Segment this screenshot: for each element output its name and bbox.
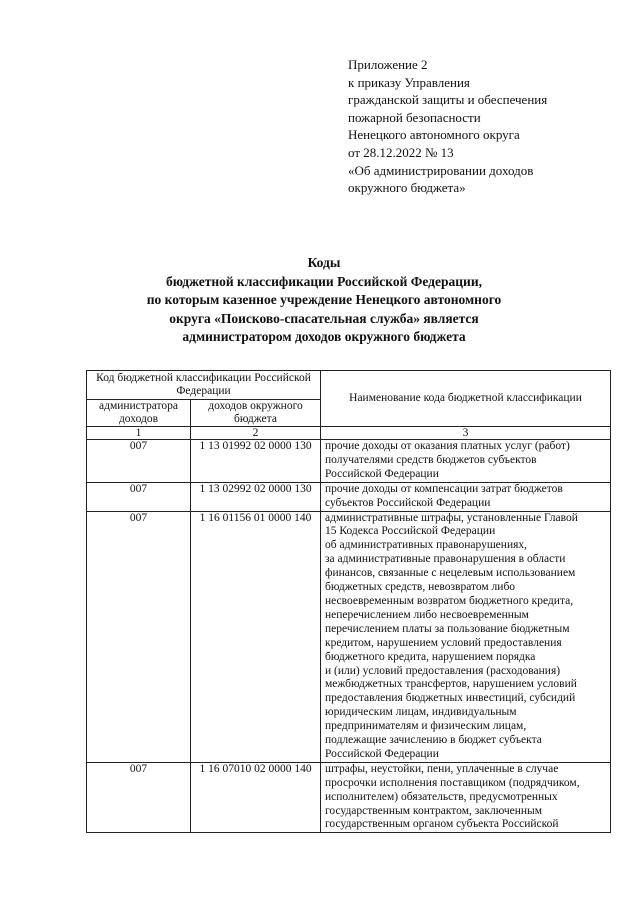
name-cell <box>321 511 611 762</box>
title-line: по которым казенное учреждение Ненецкого автономного <box>146 292 502 307</box>
name-line: государственным органом субъекта Российской <box>325 818 559 831</box>
column-number: 2 <box>191 427 321 440</box>
name-line: об административных правонарушениях, <box>325 539 528 552</box>
name-line: Российской Федерации <box>325 467 439 480</box>
table-row <box>87 511 611 762</box>
name-line: 15 Кодекса Российской Федерации <box>325 525 496 538</box>
appendix-block <box>348 56 628 197</box>
name-line: субъектов Российской Федерации <box>325 496 491 509</box>
name-line: прочие доходы от компенсации затрат бюджетов <box>325 482 563 495</box>
income-code-cell: 1 16 01156 01 0000 140 <box>191 511 321 762</box>
income-code-cell: 1 13 02992 02 0000 130 <box>191 482 321 511</box>
name-cell <box>321 762 611 833</box>
name-line: подлежащие зачислению в бюджет субъекта <box>325 734 542 747</box>
name-line: предпринимателям и физическим лицам, <box>325 720 527 733</box>
title-line: бюджетной классификации Российской Федерации, <box>166 273 482 289</box>
name-line: Российской Федерации <box>325 747 439 760</box>
document-title <box>90 254 558 347</box>
title-line: округа «Поисково-спасательная служба» является <box>169 310 479 326</box>
name-line: бюджетных средств, невозвратом либо <box>325 581 516 594</box>
appendix-line: «Об администрировании доходов <box>348 162 534 178</box>
name-line: за административные правонарушения в области <box>325 553 566 566</box>
name-line: бюджетного кредита, нарушением порядка <box>325 650 536 663</box>
header-code-group: Код бюджетной классификации Российской Федерации <box>87 371 321 400</box>
income-code-cell: 1 13 01992 02 0000 130 <box>191 440 321 483</box>
appendix-line: Приложение 2 <box>348 57 428 72</box>
name-line: административные штрафы, установленные Главой <box>325 511 578 524</box>
header-admin-column: администратора доходов <box>87 400 191 427</box>
appendix-line: Ненецкого автономного округа <box>348 127 520 143</box>
header-name-column: Наименование кода бюджетной классификации <box>321 371 611 427</box>
name-line: несвоевременным возвратом бюджетного кредита, <box>325 594 574 607</box>
admin-code-cell: 007 <box>87 511 191 762</box>
name-line: прочие доходы от оказания платных услуг (работ) <box>325 440 570 452</box>
appendix-line: от 28.12.2022 № 13 <box>348 144 454 160</box>
name-line: предоставления бюджетных инвестиций, субсидий <box>325 692 576 705</box>
appendix-line: гражданской защиты и обеспечения <box>348 92 548 108</box>
name-line: финансов, связанные с нецелевым использованием <box>325 567 576 580</box>
name-line: юридическим лицам, индивидуальным <box>325 706 517 719</box>
name-cell <box>321 440 611 483</box>
name-line: межбюджетных трансфертов, нарушением условий <box>325 678 577 691</box>
name-line: перечислением платы за пользование бюджетным <box>325 622 570 635</box>
table-row <box>87 440 611 483</box>
title-line: администратором доходов окружного бюджета <box>182 329 466 344</box>
name-cell <box>321 482 611 511</box>
admin-code-cell: 007 <box>87 762 191 833</box>
name-line: государственным контрактом, заключенным <box>325 804 543 817</box>
name-line: неперечислением либо несвоевременным <box>325 608 529 621</box>
name-line: просрочки исполнения поставщиком (подрядчиком, <box>325 776 580 789</box>
appendix-line: пожарной безопасности <box>348 109 481 125</box>
header-income-column: доходов окружного бюджета <box>191 400 321 427</box>
name-line: и (или) условий предоставления (расходования) <box>325 664 561 677</box>
admin-code-cell: 007 <box>87 482 191 511</box>
appendix-line: к приказу Управления <box>348 74 470 90</box>
column-number: 1 <box>87 427 191 440</box>
admin-code-cell: 007 <box>87 440 191 483</box>
income-code-cell: 1 16 07010 02 0000 140 <box>191 762 321 833</box>
title-line: Коды <box>307 255 341 270</box>
table-row <box>87 482 611 511</box>
name-line: штрафы, неустойки, пени, уплаченные в случае <box>325 762 559 775</box>
name-line: кредитом, нарушением условий предоставления <box>325 636 562 649</box>
name-line: получателями средств бюджетов субъектов <box>325 453 537 466</box>
appendix-line: окружного бюджета» <box>348 180 466 196</box>
name-line: исполнителем) обязательств, предусмотренных <box>325 790 558 803</box>
classification-table <box>86 370 611 833</box>
column-number: 3 <box>321 427 611 440</box>
table-row <box>87 762 611 833</box>
